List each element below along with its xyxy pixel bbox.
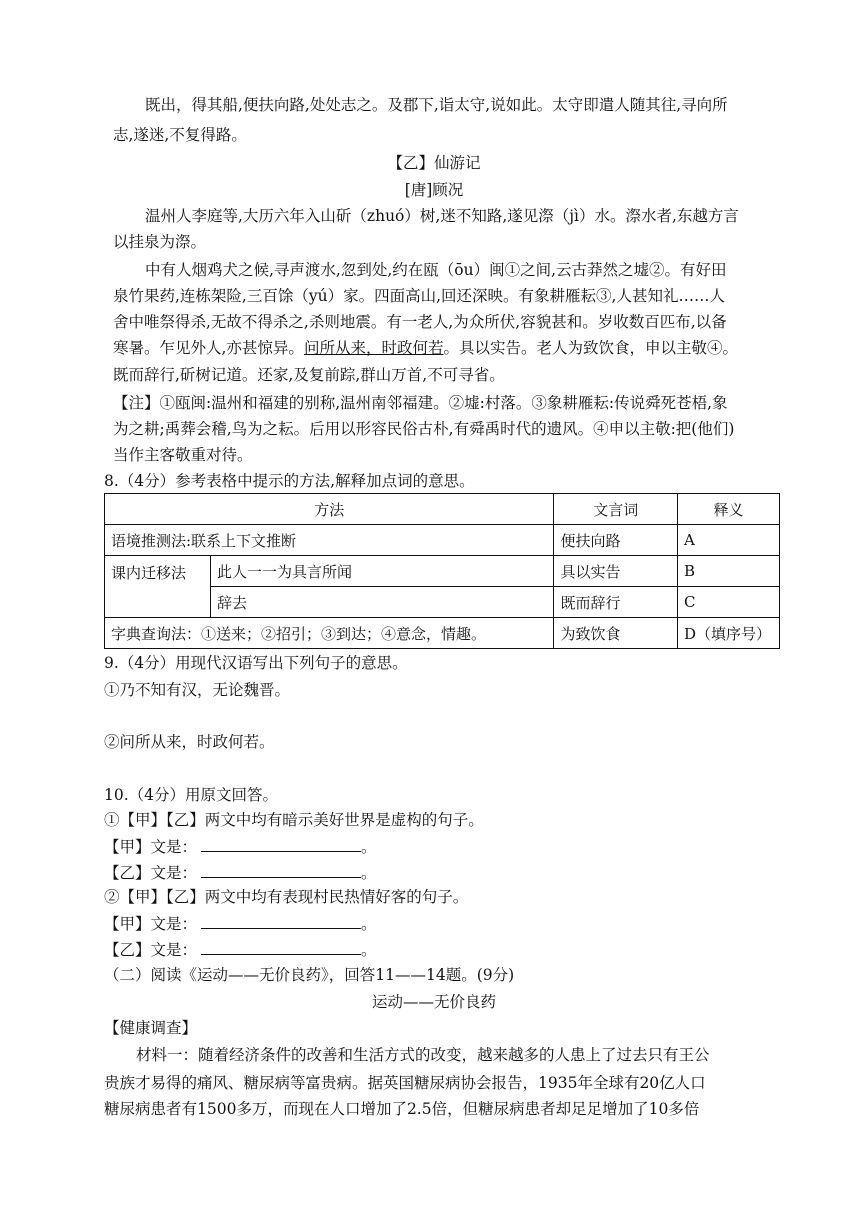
yi-title: 【乙】仙游记 <box>387 154 481 172</box>
material1-line3: 糖尿病患者有1500多万，而现在人口增加了2.5倍，但糖尿病患者却足足增加了10多倍 <box>104 1100 700 1118</box>
yi-p2-line1: 中有人烟鸡犬之候,寻声渡水,忽到处,约在瓯（ōu）闽①之间,云古莽然之墟②。有好田 <box>145 261 727 279</box>
yi-p2-line4-a: 寒暑。乍见外人,亦甚惊异。 <box>113 339 304 357</box>
method-cell: 语境推测法:联系上下文推断 <box>105 525 554 556</box>
q10-jia-answer-2 <box>104 913 377 935</box>
yi-p2-line2: 泉竹果药,连栋架险,三百馀（yú）家。四面高山,回还深映。有象耕雁耘③,人甚知礼……人 <box>113 287 725 305</box>
q10-yi-answer-2 <box>104 939 377 961</box>
answer-blank[interactable] <box>201 914 361 929</box>
header-word: 文言词 <box>554 494 678 525</box>
yi-underlined-sentence: 问所从来，时政何若 <box>303 339 444 357</box>
answer-cell: C <box>678 587 780 618</box>
jia-line-1: 既出，得其船,便扶向路,处处志之。及郡下,诣太守,说如此。太守即遣人随其往,寻向所 <box>145 96 728 114</box>
q9-prompt: 9.（4分）用现代汉语写出下列句子的意思。 <box>104 654 408 672</box>
methods-table <box>104 493 780 649</box>
q10-item-2: ②【甲】【乙】两文中均有表现村民热情好客的句子。 <box>104 888 469 906</box>
table-row <box>105 618 780 649</box>
q9-item-2: ②问所从来，时政何若。 <box>104 733 275 751</box>
section2-title: 运动——无价良药 <box>371 993 496 1011</box>
jia-label: 【甲】文是： <box>104 915 198 933</box>
answer-cell: B <box>678 556 780 587</box>
answer-blank[interactable] <box>201 940 361 955</box>
method-cell: 课内迁移法 <box>105 556 211 618</box>
answer-cell: A <box>678 525 780 556</box>
yi-p2-line3: 舍中唯祭得杀,无故不得杀之,杀则地震。有一老人,为众所伏,容貌甚和。岁收数百匹布,以备 <box>113 313 727 331</box>
section2-heading: （二）阅读《运动——无价良药》，回答11——14题。(9分) <box>104 966 515 984</box>
section2-subheading: 【健康调查】 <box>104 1019 198 1037</box>
end-mark: 。 <box>361 915 377 933</box>
q10-item-1: ①【甲】【乙】两文中均有暗示美好世界是虚构的句子。 <box>104 811 484 829</box>
end-mark: 。 <box>361 838 377 856</box>
answer-blank[interactable] <box>201 863 361 878</box>
table-row <box>105 556 780 587</box>
notes-line-2: 为之耕;禹葬会稽,鸟为之耘。后用以形容民俗古朴,有舜禹时代的遗风。④申以主敬:把(他们) <box>113 420 735 438</box>
q10-jia-answer-1 <box>104 836 377 858</box>
method-cell: 字典查询法：①送来；②招引；③到达；④意念，情趣。 <box>105 618 554 649</box>
yi-label: 【乙】文是： <box>104 941 198 959</box>
word-cell: 便扶向路 <box>554 525 678 556</box>
answer-blank[interactable] <box>201 837 361 852</box>
answer-cell: D（填序号） <box>678 618 780 649</box>
end-mark: 。 <box>361 941 377 959</box>
jia-label: 【甲】文是： <box>104 838 198 856</box>
yi-author: [唐]顾况 <box>404 181 464 199</box>
example-cell: 辞去 <box>210 587 554 618</box>
header-meaning: 释义 <box>678 494 780 525</box>
q10-yi-answer-1 <box>104 862 377 884</box>
q8-prompt: 8.（4分）参考表格中提示的方法,解释加点词的意思。 <box>104 472 475 490</box>
yi-p1-line1: 温州人李庭等,大历六年入山斫（zhuó）树,迷不知路,遂见漈（jì）水。漈水者,东越方言 <box>145 207 739 225</box>
notes-line-3: 当作主客敬重对待。 <box>113 446 253 464</box>
table-row <box>105 525 780 556</box>
end-mark: 。 <box>361 864 377 882</box>
word-cell: 为致饮食 <box>554 618 678 649</box>
yi-label: 【乙】文是： <box>104 864 198 882</box>
material1-line2: 贵族才易得的痛风、糖尿病等富贵病。据英国糖尿病协会报告，1935年全球有20亿人口 <box>104 1074 706 1092</box>
yi-p1-line2: 以挂泉为漈。 <box>113 233 207 251</box>
material1-line1: 材料一：随着经济条件的改善和生活方式的改变，越来越多的人患上了过去只有王公 <box>136 1046 710 1064</box>
table-header-row <box>105 494 780 525</box>
word-cell: 既而辞行 <box>554 587 678 618</box>
example-cell: 此人一一为具言所闻 <box>210 556 554 587</box>
header-method: 方法 <box>105 494 554 525</box>
jia-line-2: 志,遂迷,不复得路。 <box>113 126 247 144</box>
q9-item-1: ①乃不知有汉，无论魏晋。 <box>104 681 291 699</box>
notes-line-1: 【注】①瓯闽:温州和福建的别称,温州南邻福建。②墟:村落。③象耕雁耘:传说舜死苍梧,象 <box>113 394 728 412</box>
yi-p2-line4 <box>113 337 738 359</box>
yi-p2-line4-b: 。具以实告。老人为致饮食，申以主敬④。 <box>443 339 738 357</box>
q10-prompt: 10.（4分）用原文回答。 <box>104 786 279 804</box>
yi-p2-line5: 既而辞行,斫树记道。还家,及复前踪,群山万首,不可寻省。 <box>113 366 505 384</box>
word-cell: 具以实告 <box>554 556 678 587</box>
